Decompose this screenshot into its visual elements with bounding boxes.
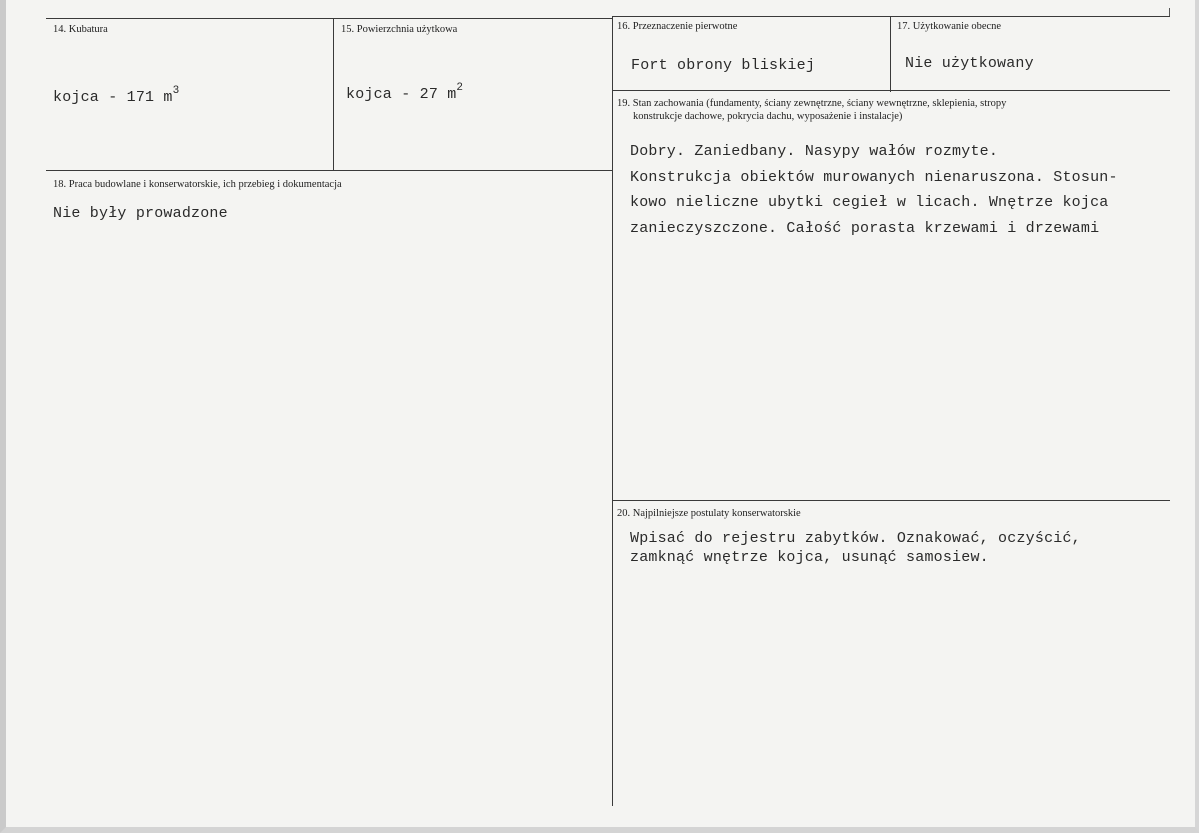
field-20-line: Wpisać do rejestru zabytków. Oznakować, oczyścić,	[630, 530, 1081, 547]
field-17-value: Nie użytkowany	[905, 55, 1034, 72]
field-17-label: 17. Użytkowanie obecne	[897, 21, 1002, 32]
top-border-left	[46, 18, 612, 19]
right-row-divider-19	[612, 90, 1170, 91]
field-16-label: 16. Przeznaczenie pierwotne	[617, 21, 738, 32]
top-right-tick	[1169, 8, 1170, 16]
left-row-divider	[46, 170, 612, 171]
field-19-line: kowo nieliczne ubytki cegieł w licach. Wnętrze kojca	[630, 194, 1109, 211]
top-border-right	[612, 16, 1170, 17]
field-19-line: zanieczyszczone. Całość porasta krzewami i drzewami	[630, 219, 1100, 237]
field-16-value: Fort obrony bliskiej	[631, 57, 816, 74]
field-14-value-sup: 3	[172, 85, 180, 97]
field-20-value	[630, 529, 1081, 567]
field-15-value-sup: 2	[456, 82, 464, 94]
field-14-label: 14. Kubatura	[53, 24, 108, 35]
field-20-label: 20. Najpilniejsze postulaty konserwatorskie	[617, 508, 801, 519]
right-row-divider-20	[612, 500, 1170, 501]
field-20-line: zamknąć wnętrze kojca, usunąć samosiew.	[630, 549, 989, 566]
field-14-value-text: kojca - 171 m	[53, 89, 173, 106]
field-19-value	[630, 139, 1118, 241]
center-divider	[612, 16, 613, 806]
field-15-label: 15. Powierzchnia użytkowa	[341, 24, 458, 35]
field-19-label-line1: 19. Stan zachowania (fundamenty, ściany zewnętrzne, ściany wewnętrzne, sklepienia, stropy	[617, 98, 1007, 109]
field-18-value: Nie były prowadzone	[53, 205, 228, 222]
field-15-value	[346, 84, 463, 103]
field-14-value	[53, 87, 179, 106]
left-divider-15	[333, 18, 334, 170]
field-19-line: Dobry. Zaniedbany. Nasypy wałów rozmyte.	[630, 143, 999, 160]
field-19-line: Konstrukcja obiektów murowanych nienaruszona. Stosun-	[630, 168, 1118, 186]
field-19-label-line2: konstrukcje dachowe, pokrycia dachu, wyposażenie i instalacje)	[633, 111, 903, 122]
right-divider-17	[890, 16, 891, 92]
field-15-value-text: kojca - 27 m	[346, 86, 457, 103]
field-18-label: 18. Praca budowlane i konserwatorskie, ich przebieg i dokumentacja	[53, 179, 342, 190]
